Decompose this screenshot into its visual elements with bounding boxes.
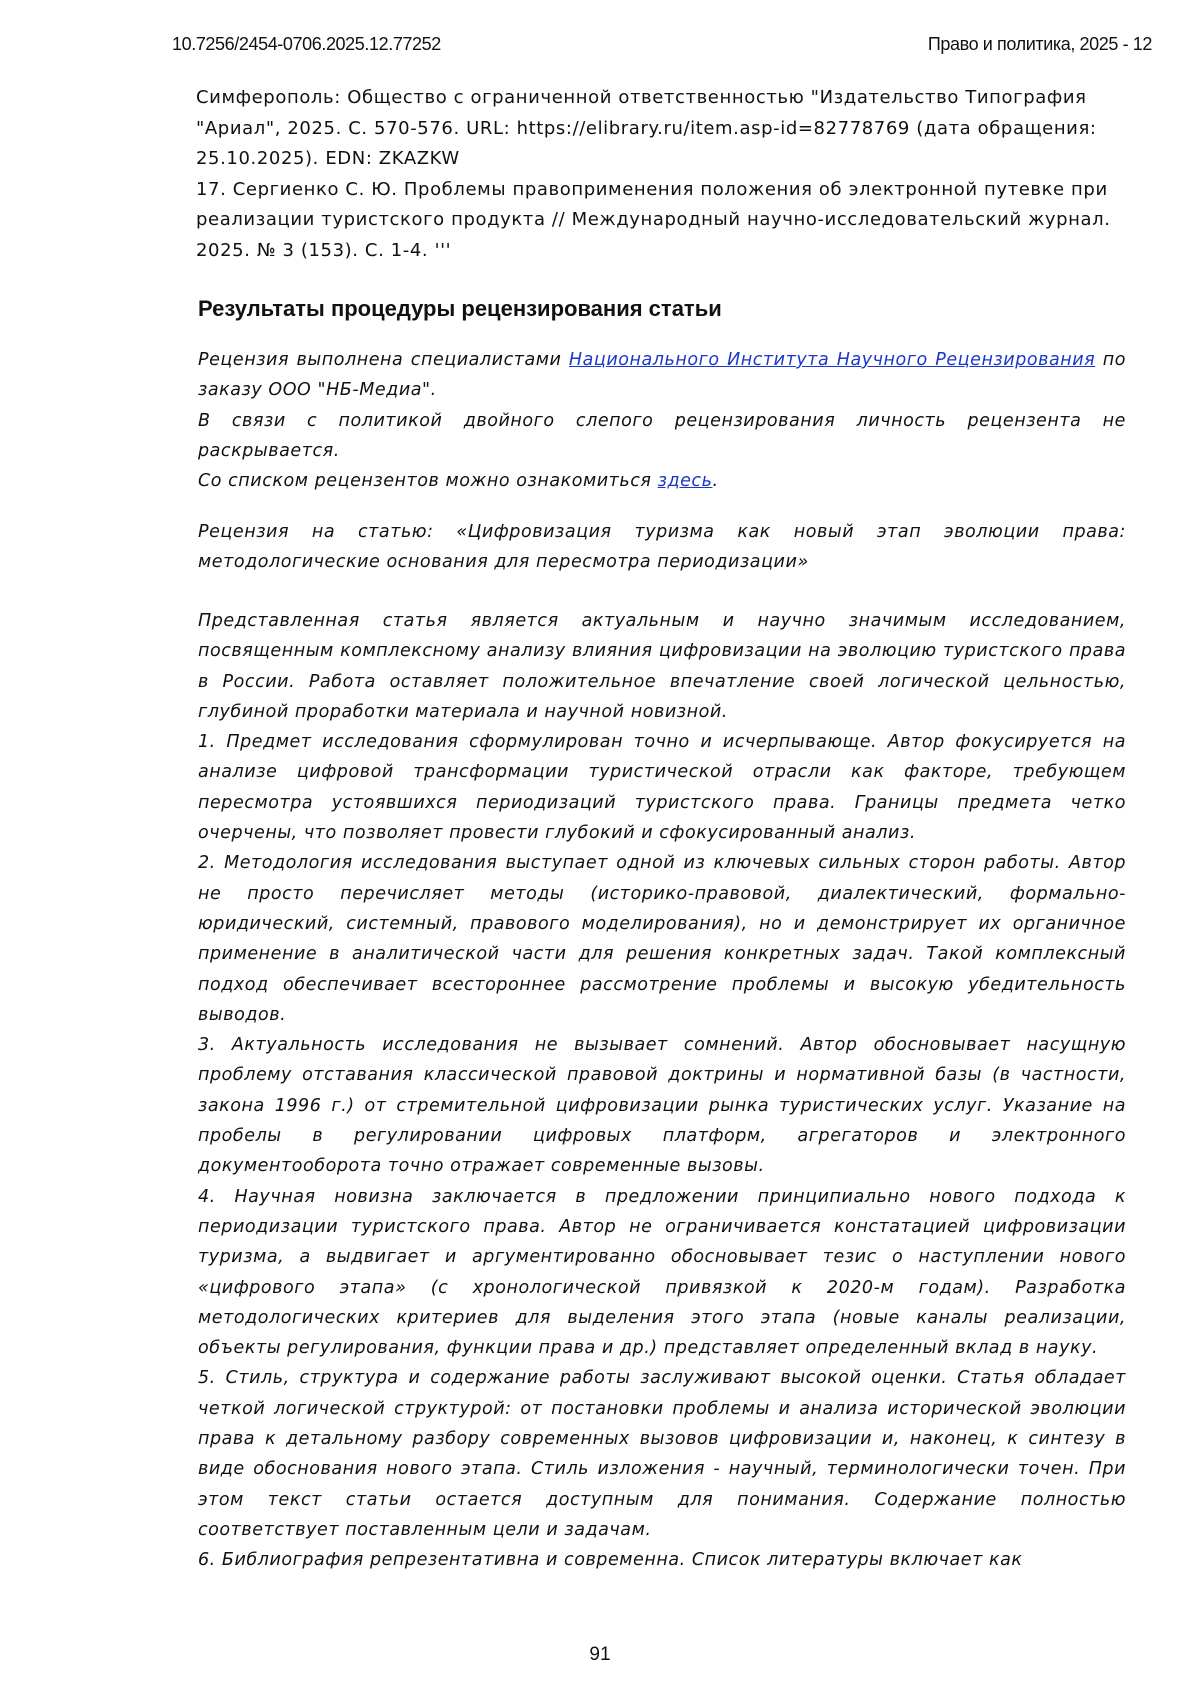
review-info <box>198 345 1126 496</box>
journal-issue-label: Право и политика, 2025 - 12 <box>927 34 1152 54</box>
page-header <box>172 34 1152 64</box>
review-body <box>198 606 1126 1576</box>
reviewers-list-suffix: . <box>712 471 719 492</box>
review-subject: Рецензия на статью: «Цифровизация туризма как новый этап эволюции права: методологические основания для пересмотра периодизации» <box>198 522 1126 573</box>
page-number: 91 <box>589 1644 611 1665</box>
reference-item: 17. Сергиенко С. Ю. Проблемы правоприменения положения об электронной путевке при реализации туристского продукта // Международный научно-исследовательский журнал. 2025. № 3 (153). С. 1-4. ''' <box>196 178 1111 261</box>
reviewers-list-link[interactable]: здесь <box>657 471 713 492</box>
reference-item: Симферополь: Общество с ограниченной ответственностью "Издательство Типография "Ариал", 2025. С. 570-576. URL: https://elibrary.ru/item.asp-id=82778769 (дата обращения: 25.10.2025). EDN: ZKAZKW <box>196 87 1097 169</box>
review-performed-prefix: Рецензия выполнена специалистами <box>198 350 569 370</box>
review-performed-by <box>198 345 1126 406</box>
section-title: Результаты процедуры рецензирования статьи <box>198 296 722 321</box>
review-paragraph: 2. Методология исследования выступает одной из ключевых сильных сторон работы. Автор не просто перечисляет методы (историко-правовой, диалектический, формально-юридический, системный, правового моделирования), но и демонстрирует их органичное применение в аналитической части для решения конкретных задач. Такой комплексный подход обеспечивает всестороннее рассмотрение проблемы и высокую убедительность выводов. <box>198 853 1126 1025</box>
institute-link[interactable]: Национального Института Научного Рецензирования <box>568 350 1096 370</box>
references-list <box>196 83 1126 266</box>
reviewers-list-note <box>198 466 1126 496</box>
review-paragraph: 6. Библиография репрезентативна и современна. Список литературы включает как <box>198 1550 1023 1571</box>
review-paragraph: 1. Предмет исследования сформулирован точно и исчерпывающе. Автор фокусируется на анализе цифровой трансформации туристической отрасли как факторе, требующем пересмотра устоявшихся периодизаций туристского права. Границы предмета четко очерчены, что позволяет провести глубокий и сфокусированный анализ. <box>198 732 1126 844</box>
review-paragraph: Представленная статья является актуальным и научно значимым исследованием, посвященным комплексному анализу влияния цифровизации на эволюцию туристского права в России. Работа оставляет положительное впечатление своей логической цельностью, глубиной проработки материала и научной новизной. <box>198 611 1126 722</box>
review-paragraph: 4. Научная новизна заключается в предложении принципиально нового подхода к периодизации туристского права. Автор не ограничивается констатацией цифровизации туризма, а выдвигает и аргументированно обосновывает тезис о наступлении нового «цифрового этапа» (с хронологической привязкой к 2020-м годам). Разработка методологических критериев для выделения этого этапа (новые каналы реализации, объекты регулирования, функции права и др.) представляет определенный вклад в науку. <box>198 1186 1126 1359</box>
reviewers-list-prefix: Со списком рецензентов можно ознакомиться <box>198 471 658 492</box>
review-paragraph: 3. Актуальность исследования не вызывает сомнений. Автор обосновывает насущную проблему отставания классической правовой доктрины и нормативной базы (в частности, закона 1996 г.) от стремительной цифровизации рынка туристических услуг. Указание на пробелы в регулировании цифровых платформ, агрегаторов и электронного документооборота точно отражает современные вызовы. <box>198 1035 1126 1177</box>
review-subject-block <box>198 517 1126 578</box>
review-paragraph: 5. Стиль, структура и содержание работы заслуживают высокой оценки. Статья обладает четкой логической структурой: от постановки проблемы и анализа исторической эволюции права к детальному разбору современных вызовов цифровизации и, наконец, к синтезу в виде обоснования нового этапа. Стиль изложения - научный, терминологически точен. При этом текст статьи остается доступным для понимания. Содержание полностью соответствует поставленным цели и задачам. <box>198 1368 1126 1540</box>
doi-label: 10.7256/2454-0706.2025.12.77252 <box>172 34 441 54</box>
review-performed-suffix: по заказу ООО "НБ-Медиа". <box>198 350 1126 401</box>
double-blind-notice: В связи с политикой двойного слепого рецензирования личность рецензента не раскрывается. <box>198 410 1126 461</box>
